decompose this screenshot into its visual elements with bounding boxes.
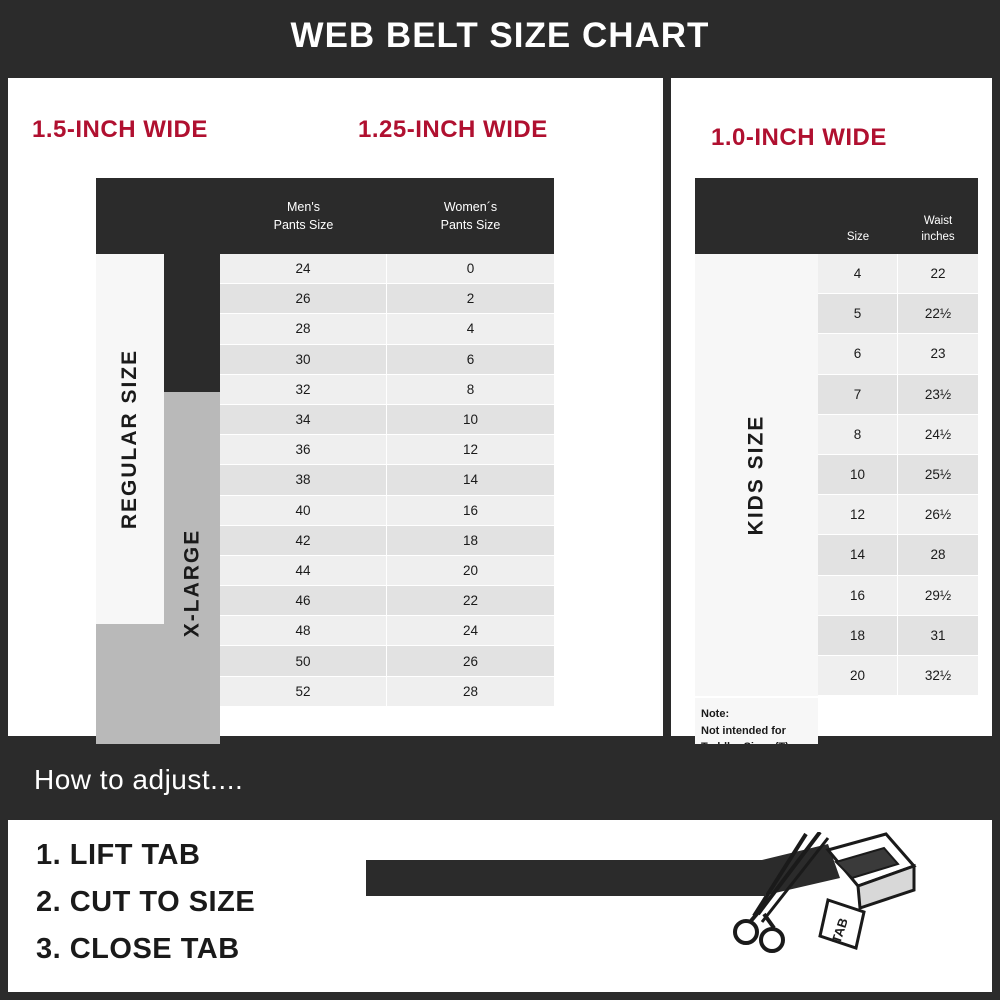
cell-kids-size: 8 bbox=[818, 415, 898, 455]
row-side-cell bbox=[695, 334, 818, 374]
row-side-cell bbox=[695, 576, 818, 616]
how-to-adjust-label: How to adjust.... bbox=[34, 764, 244, 795]
cell-kids-waist: 25½ bbox=[898, 455, 978, 495]
table-row bbox=[96, 556, 554, 586]
table-row bbox=[695, 495, 978, 535]
table-row bbox=[695, 455, 978, 495]
row-side-cell bbox=[695, 495, 818, 535]
heading-1-25-inch: 1.25-INCH WIDE bbox=[358, 116, 548, 143]
belt-strap-graphic bbox=[366, 860, 766, 896]
side-label-regular-text: REGULAR SIZE bbox=[118, 348, 141, 530]
kids-header-spacer bbox=[695, 178, 818, 254]
row-side-cell bbox=[96, 616, 220, 646]
table-row bbox=[695, 535, 978, 575]
row-side-cell bbox=[96, 405, 220, 435]
table-row bbox=[96, 677, 554, 707]
adult-header-womens-line2: Pants Size bbox=[440, 218, 501, 232]
row-side-cell bbox=[695, 455, 818, 495]
cell-kids-waist: 22 bbox=[898, 254, 978, 294]
cell-mens-size: 50 bbox=[220, 646, 387, 676]
row-side-cell bbox=[96, 435, 220, 465]
kids-panel bbox=[671, 78, 992, 736]
cell-womens-size: 6 bbox=[387, 345, 554, 375]
side-label-kids-text: KIDS SIZE bbox=[744, 414, 768, 536]
table-row bbox=[695, 576, 978, 616]
row-side-cell bbox=[96, 556, 220, 586]
cell-mens-size: 28 bbox=[220, 314, 387, 344]
row-side-cell bbox=[96, 586, 220, 616]
cell-mens-size: 26 bbox=[220, 284, 387, 314]
row-side-cell bbox=[695, 415, 818, 455]
kids-note-line2: Not intended for bbox=[701, 724, 786, 737]
table-row bbox=[96, 405, 554, 435]
table-row bbox=[695, 415, 978, 455]
buckle-icon bbox=[828, 834, 914, 908]
instruction-step-3: 3. CLOSE TAB bbox=[36, 932, 240, 965]
cell-womens-size: 26 bbox=[387, 646, 554, 676]
belt-buckle-scissors-svg bbox=[358, 832, 958, 982]
tab-flag-text: TAB bbox=[828, 916, 851, 946]
cell-womens-size: 0 bbox=[387, 254, 554, 284]
table-row bbox=[96, 616, 554, 646]
row-side-cell bbox=[695, 294, 818, 334]
row-side-cell bbox=[96, 677, 220, 707]
cell-mens-size: 52 bbox=[220, 677, 387, 707]
cell-womens-size: 16 bbox=[387, 496, 554, 526]
row-side-cell bbox=[695, 535, 818, 575]
kids-size-table bbox=[695, 178, 978, 696]
cell-kids-size: 16 bbox=[818, 576, 898, 616]
cell-kids-size: 4 bbox=[818, 254, 898, 294]
cell-kids-waist: 23½ bbox=[898, 375, 978, 415]
heading-1-0-inch: 1.0-INCH WIDE bbox=[711, 124, 887, 151]
heading-1-5-inch: 1.5-INCH WIDE bbox=[32, 116, 208, 143]
cell-womens-size: 8 bbox=[387, 375, 554, 405]
cell-womens-size: 28 bbox=[387, 677, 554, 707]
row-side-cell bbox=[96, 254, 220, 284]
cell-womens-size: 2 bbox=[387, 284, 554, 314]
cell-mens-size: 24 bbox=[220, 254, 387, 284]
page-title: WEB BELT SIZE CHART bbox=[290, 16, 710, 55]
instructions-section bbox=[8, 820, 992, 992]
cell-kids-waist: 24½ bbox=[898, 415, 978, 455]
row-side-cell bbox=[96, 314, 220, 344]
row-side-cell bbox=[96, 526, 220, 556]
table-row bbox=[695, 254, 978, 294]
kids-header-size-label: Size bbox=[846, 230, 870, 243]
instruction-step-2: 2. CUT TO SIZE bbox=[36, 885, 256, 918]
cell-womens-size: 4 bbox=[387, 314, 554, 344]
cell-mens-size: 34 bbox=[220, 405, 387, 435]
panels-row bbox=[8, 78, 992, 736]
table-row bbox=[695, 294, 978, 334]
cell-mens-size: 38 bbox=[220, 465, 387, 495]
table-row bbox=[96, 526, 554, 556]
cell-kids-size: 12 bbox=[818, 495, 898, 535]
table-row bbox=[96, 435, 554, 465]
row-side-cell bbox=[695, 656, 818, 696]
cell-kids-size: 10 bbox=[818, 455, 898, 495]
row-side-cell bbox=[96, 375, 220, 405]
adult-header-mens-line2: Pants Size bbox=[273, 218, 334, 232]
cell-kids-waist: 29½ bbox=[898, 576, 978, 616]
cell-mens-size: 40 bbox=[220, 496, 387, 526]
table-row bbox=[96, 586, 554, 616]
table-row bbox=[695, 656, 978, 696]
table-row bbox=[96, 465, 554, 495]
cell-womens-size: 20 bbox=[387, 556, 554, 586]
cell-mens-size: 42 bbox=[220, 526, 387, 556]
kids-header-size bbox=[818, 178, 898, 254]
row-side-cell bbox=[96, 284, 220, 314]
cell-kids-size: 20 bbox=[818, 656, 898, 696]
kids-header-waist-line2: inches bbox=[921, 230, 955, 243]
cell-womens-size: 14 bbox=[387, 465, 554, 495]
table-row bbox=[695, 616, 978, 656]
cell-kids-size: 18 bbox=[818, 616, 898, 656]
cell-womens-size: 10 bbox=[387, 405, 554, 435]
table-row bbox=[96, 496, 554, 526]
table-row bbox=[96, 284, 554, 314]
adult-header-mens bbox=[220, 178, 387, 254]
table-row bbox=[96, 314, 554, 344]
cell-womens-size: 18 bbox=[387, 526, 554, 556]
cell-kids-size: 14 bbox=[818, 535, 898, 575]
cell-womens-size: 24 bbox=[387, 616, 554, 646]
row-side-cell bbox=[695, 375, 818, 415]
adult-header-womens-line1: Women´s bbox=[443, 199, 498, 214]
table-row bbox=[96, 375, 554, 405]
kids-header-waist bbox=[898, 178, 978, 254]
cell-kids-waist: 26½ bbox=[898, 495, 978, 535]
cell-mens-size: 30 bbox=[220, 345, 387, 375]
cell-mens-size: 36 bbox=[220, 435, 387, 465]
table-row bbox=[96, 646, 554, 676]
adult-header-spacer bbox=[96, 178, 220, 254]
cell-kids-waist: 28 bbox=[898, 535, 978, 575]
table-row bbox=[695, 334, 978, 374]
cell-mens-size: 32 bbox=[220, 375, 387, 405]
cell-mens-size: 44 bbox=[220, 556, 387, 586]
row-side-cell bbox=[96, 496, 220, 526]
kids-note-line1: Note: bbox=[701, 708, 730, 720]
cell-kids-waist: 22½ bbox=[898, 294, 978, 334]
kids-header-waist-line1: Waist bbox=[923, 214, 953, 227]
table-row bbox=[96, 254, 554, 284]
cell-kids-waist: 32½ bbox=[898, 656, 978, 696]
header-bar bbox=[0, 0, 1000, 72]
cell-mens-size: 48 bbox=[220, 616, 387, 646]
row-side-cell bbox=[695, 616, 818, 656]
adult-panel bbox=[8, 78, 663, 736]
row-side-cell bbox=[96, 646, 220, 676]
belt-illustration bbox=[358, 832, 958, 982]
cell-kids-size: 5 bbox=[818, 294, 898, 334]
kids-table-header bbox=[695, 178, 978, 254]
how-to-adjust-bar bbox=[0, 744, 1000, 816]
cell-kids-size: 7 bbox=[818, 375, 898, 415]
side-label-xlarge-text: X-LARGE bbox=[180, 528, 203, 638]
cell-kids-waist: 23 bbox=[898, 334, 978, 374]
cell-mens-size: 46 bbox=[220, 586, 387, 616]
table-row bbox=[695, 375, 978, 415]
row-side-cell bbox=[695, 254, 818, 294]
cell-kids-waist: 31 bbox=[898, 616, 978, 656]
adult-header-mens-line1: Men's bbox=[287, 199, 320, 214]
adult-table-header bbox=[96, 178, 554, 254]
cell-womens-size: 12 bbox=[387, 435, 554, 465]
adult-header-womens bbox=[387, 178, 554, 254]
instruction-step-1: 1. LIFT TAB bbox=[36, 839, 201, 871]
cell-kids-size: 6 bbox=[818, 334, 898, 374]
instruction-steps bbox=[36, 832, 255, 973]
row-side-cell bbox=[96, 345, 220, 375]
cell-womens-size: 22 bbox=[387, 586, 554, 616]
table-row bbox=[96, 345, 554, 375]
row-side-cell bbox=[96, 465, 220, 495]
tab-flag bbox=[820, 900, 864, 948]
adult-size-table bbox=[96, 178, 554, 707]
